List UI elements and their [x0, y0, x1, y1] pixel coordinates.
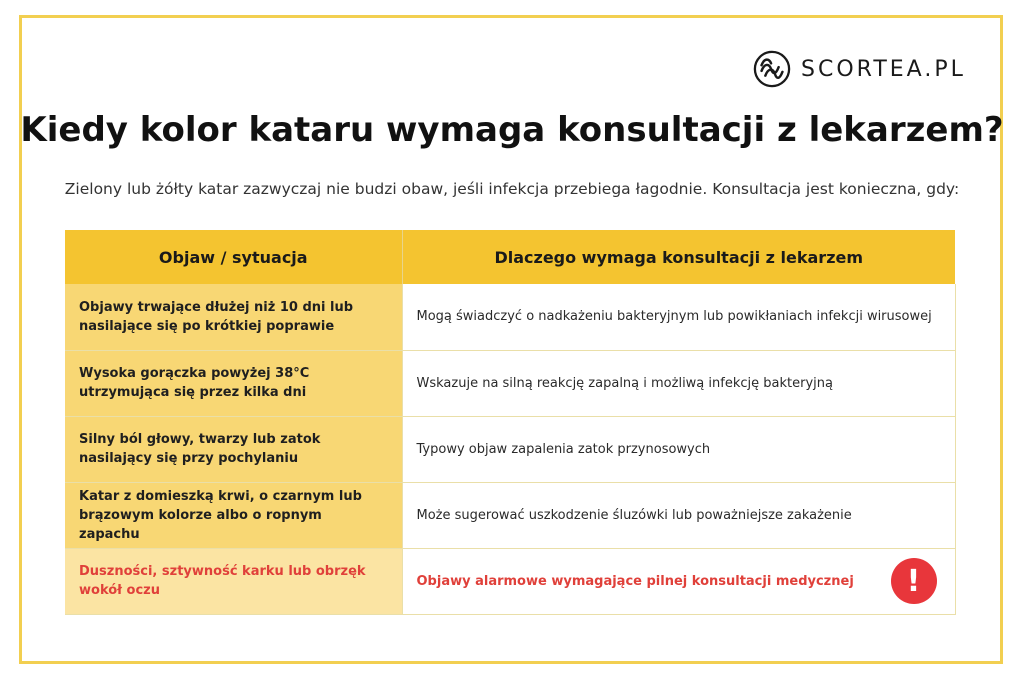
table-row-alarm — [65, 548, 955, 614]
table-row — [65, 284, 955, 350]
symptom-cell: Objawy trwające dłużej niż 10 dni lub nasilające się po krótkiej poprawie — [65, 284, 402, 350]
reason-text-alarm: Objawy alarmowe wymagające pilnej konsultacji medycznej — [416, 573, 854, 589]
brand-logo[interactable] — [753, 48, 966, 90]
reason-cell: Mogą świadczyć o nadkażeniu bakteryjnym lub powikłaniach infekcji wirusowej — [402, 284, 955, 350]
brand-name: SCORTEA.PL — [801, 56, 966, 82]
page-title: Kiedy kolor kataru wymaga konsultacji z lekarzem? — [20, 110, 1004, 150]
page-subtitle: Zielony lub żółty katar zazwyczaj nie budzi obaw, jeśli infekcja przebiega łagodnie. Konsultacja jest konieczna, gdy: — [64, 180, 960, 198]
exclamation-icon: ! — [891, 558, 937, 604]
column-header-reason: Dlaczego wymaga konsultacji z lekarzem — [402, 230, 955, 284]
symptom-cell: Wysoka gorączka powyżej 38°C utrzymująca się przez kilka dni — [65, 350, 402, 416]
reason-cell: Może sugerować uszkodzenie śluzówki lub poważniejsze zakażenie — [402, 482, 955, 548]
symptom-cell-alarm: Duszności, sztywność karku lub obrzęk wokół oczu — [65, 548, 402, 614]
scortea-logo-icon — [753, 50, 791, 88]
reason-cell: Typowy objaw zapalenia zatok przynosowych — [402, 416, 955, 482]
table-header-row — [65, 230, 955, 284]
symptom-cell: Katar z domieszką krwi, o czarnym lub brązowym kolorze albo o ropnym zapachu — [65, 482, 402, 548]
reason-cell: Wskazuje na silną reakcję zapalną i możliwą infekcję bakteryjną — [402, 350, 955, 416]
symptom-cell: Silny ból głowy, twarzy lub zatok nasilający się przy pochylaniu — [65, 416, 402, 482]
column-header-symptom: Objaw / sytuacja — [65, 230, 402, 284]
reason-cell-alarm — [402, 548, 955, 614]
table-row — [65, 350, 955, 416]
consultation-table — [65, 230, 956, 615]
table-row — [65, 482, 955, 548]
table-row — [65, 416, 955, 482]
